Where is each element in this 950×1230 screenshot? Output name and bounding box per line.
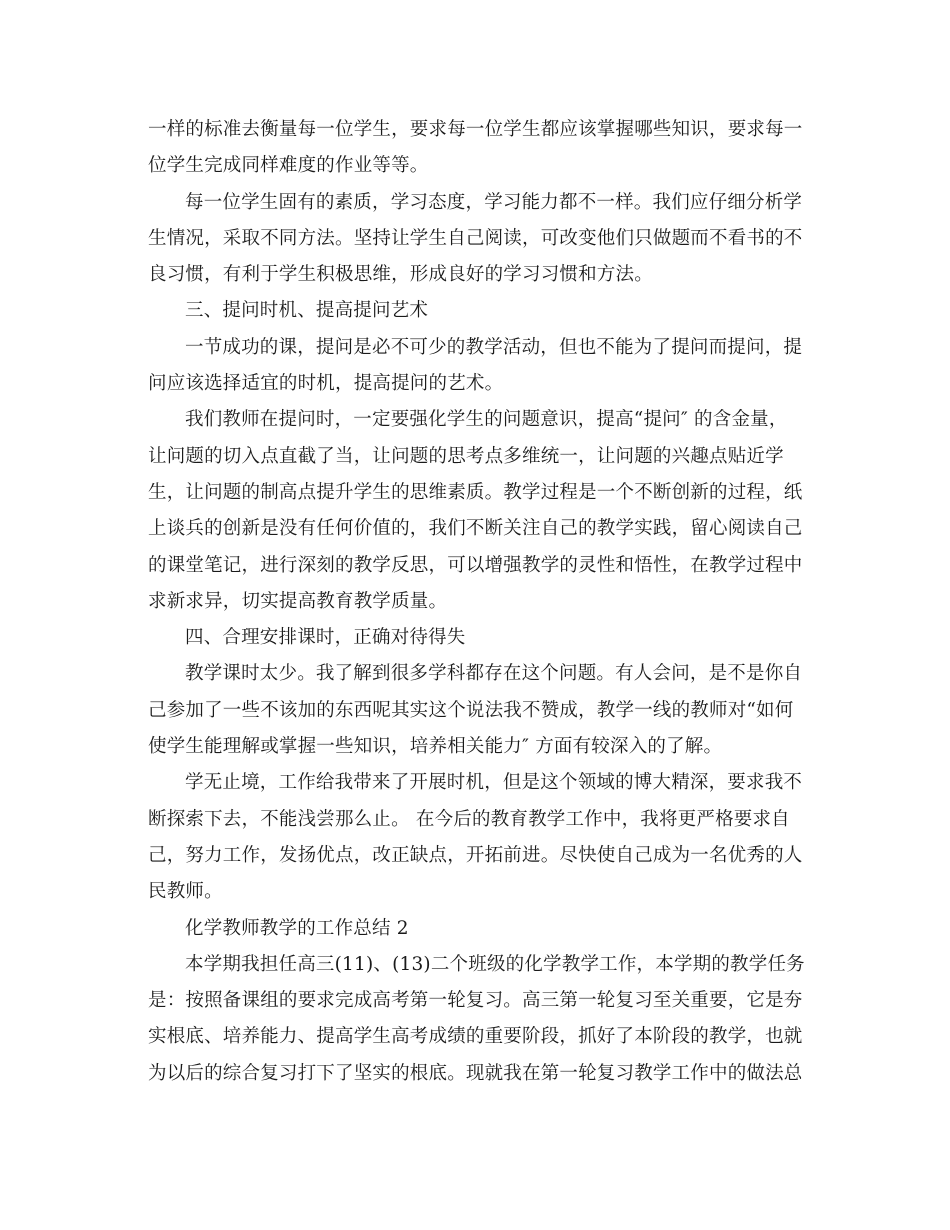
text-line: 生，让问题的制高点提升学生的思维素质。教学过程是一个不断创新的过程，纸 (148, 481, 803, 503)
text-line: 问应该选择适宜的时机，提高提问的艺术。 (148, 373, 504, 395)
document-subtitle: 化学教师教学的工作总结 2 (185, 917, 409, 939)
text-line: 求新求异，切实提高教育教学质量。 (148, 590, 448, 612)
document-body (148, 112, 803, 1092)
text-line: 生情况，采取不同方法。坚持让学生自己阅读，可改变他们只做题而不看书的不 (148, 227, 803, 249)
text-line: 良习惯，有利于学生积极思维，形成良好的学习习惯和方法。 (148, 264, 653, 286)
text-line: 使学生能理解或掌握一些知识，培养相关能力″ 方面有较深入的了解。 (148, 736, 723, 758)
paragraph-start-line: 每一位学生固有的素质，学习态度，学习能力都不一样。我们应仔细分析学 (185, 191, 803, 213)
paragraph-start-line: 本学期我担任高三(11)、(13)二个班级的化学教学工作，本学期的教学任务 (185, 953, 805, 975)
paragraph-start-line: 学无止境，工作给我带来了开展时机，但是这个领域的博大精深，要求我不 (185, 772, 803, 794)
text-line: 位学生完成同样难度的作业等等。 (148, 155, 429, 177)
section-heading: 三、提问时机、提高提问艺术 (185, 300, 429, 322)
section-heading: 四、合理安排课时，正确对待得失 (185, 627, 466, 649)
text-line: 是：按照备课组的要求完成高考第一轮复习。高三第一轮复习至关重要，它是夯 (148, 990, 803, 1012)
text-line: 让问题的切入点直截了当，让问题的思考点多维统一，让问题的兴趣点贴近学 (148, 445, 784, 467)
text-line: 断探索下去，不能浅尝那么止。 在今后的教育教学工作中，我将更严格要求自 (148, 808, 790, 830)
text-line: 为以后的综合复习打下了坚实的根底。现就我在第一轮复习教学工作中的做法总 (148, 1062, 803, 1084)
text-line: 己，努力工作，发扬优点，改正缺点，开拓前进。尽快使自己成为一名优秀的人 (148, 844, 803, 866)
text-line: 己参加了一些不该加的东西呢其实这个说法我不赞成，教学一线的教师对“如何 (148, 699, 794, 721)
paragraph-start-line: 一节成功的课，提问是必不可少的教学活动，但也不能为了提问而提问，提 (185, 336, 803, 358)
text-line: 上谈兵的创新是没有任何价值的，我们不断关注自己的教学实践，留心阅读自己 (148, 518, 803, 540)
paragraph-start-line: 教学课时太少。我了解到很多学科都存在这个问题。有人会问，是不是你自 (185, 663, 803, 685)
paragraph-start-line: 我们教师在提问时，一定要强化学生的问题意识，提高“提问″ 的含金量， (185, 409, 788, 431)
text-line: 一样的标准去衡量每一位学生，要求每一位学生都应该掌握哪些知识，要求每一 (148, 119, 803, 140)
text-line: 的课堂笔记，进行深刻的教学反思，可以增强教学的灵性和悟性，在教学过程中 (148, 554, 803, 576)
text-line: 实根底、培养能力、提高学生高考成绩的重要阶段，抓好了本阶段的教学，也就 (148, 1026, 803, 1048)
text-line: 民教师。 (148, 881, 223, 903)
